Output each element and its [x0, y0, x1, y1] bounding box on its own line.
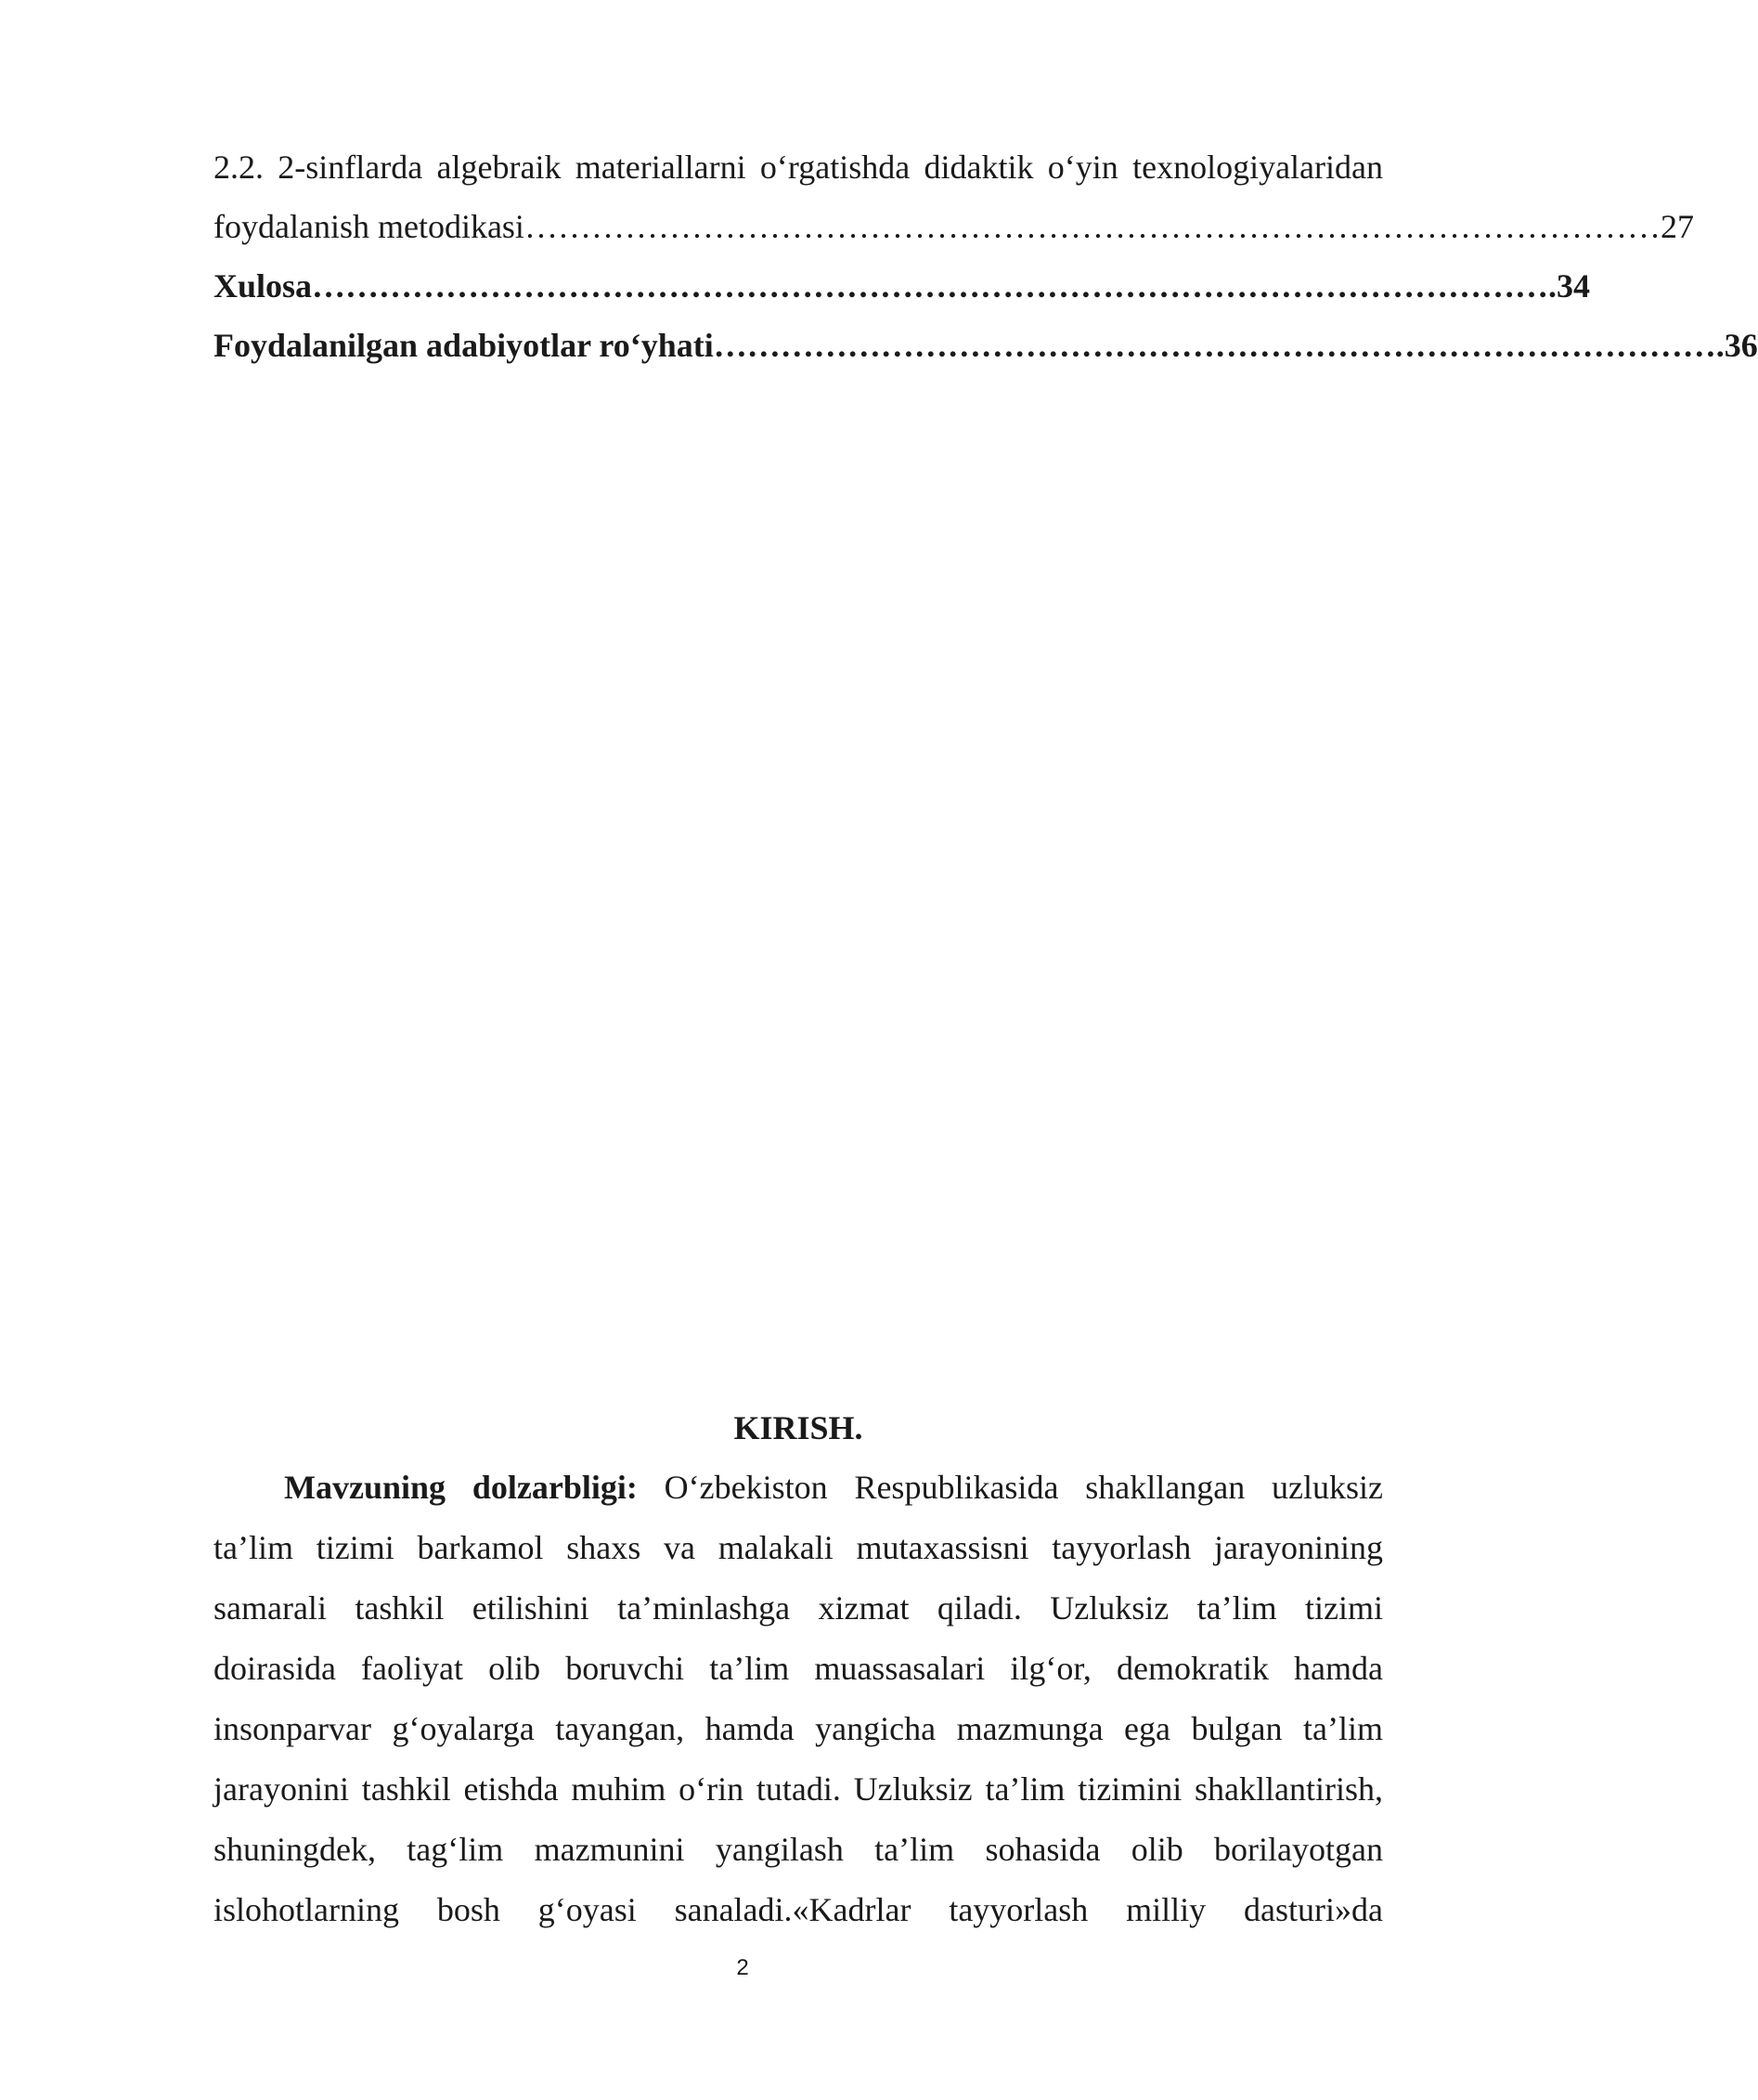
- paragraph-line: ta’lim tizimi barkamol shaxs va malakali mutaxassisni tayyorlash jarayonining: [213, 1529, 1383, 1566]
- paragraph-line: insonparvar g‘oyalarga tayangan, hamda yangicha mazmunga ega bulgan ta’lim: [213, 1710, 1383, 1747]
- paragraph-line: doirasida faoliyat olib boruvchi ta’lim muassasalari ilg‘or, demokratik hamda: [213, 1650, 1383, 1687]
- line-text: O‘zbekiston Respublikasida shakllangan uzluksiz: [637, 1469, 1383, 1506]
- section-heading: KIRISH.: [733, 1409, 863, 1446]
- body-paragraph: [213, 1458, 1383, 1940]
- paragraph-line: samarali tashkil etilishini ta’minlashga xizmat qiladi. Uzluksiz ta’lim tizimi: [213, 1589, 1383, 1627]
- toc-entry-label: Xulosa: [213, 267, 313, 305]
- toc-entry-2-2-line1: 2.2. 2-sinflarda algebraik materiallarni o‘rgatishda didaktik o‘yin texnologiyalaridan: [213, 149, 1383, 186]
- paragraph-line: [213, 1458, 1383, 1518]
- page-number: 2: [736, 1955, 749, 1980]
- toc-page-number: .34: [1548, 267, 1591, 305]
- toc-page-number: 27: [1660, 208, 1694, 245]
- paragraph-line: shuningdek, tag‘lim mazmunini yangilash ta’lim sohasida olib borilayotgan: [213, 1831, 1383, 1868]
- toc-leader-dots: ………………………………………………………………………………: [713, 327, 1716, 364]
- toc-entry-label: Foydalanilgan adabiyotlar ro‘yhati: [213, 327, 714, 364]
- toc-entry-label: foydalanish metodikasi: [213, 208, 524, 245]
- lead-term: Mavzuning dolzarbligi:: [284, 1469, 638, 1506]
- toc-entry-xulosa: [213, 256, 1591, 316]
- toc-leader-dots: …………………………………………………………………………………………………: [312, 267, 1549, 305]
- toc-leader-dots: …………………………………………………………………………………………: [524, 208, 1661, 245]
- toc-entry-2-2-line2: [213, 197, 1694, 256]
- toc-entry-references: [213, 316, 1758, 375]
- table-of-contents: [213, 137, 1758, 375]
- paragraph-line: jarayonini tashkil etishda muhim o‘rin tutadi. Uzluksiz ta’lim tizimini shakllantirish,: [213, 1770, 1383, 1808]
- paragraph-line: islohotlarning bosh g‘oyasi sanaladi.«Kadrlar tayyorlash milliy dasturi»da: [213, 1891, 1383, 1928]
- toc-page-number: .36: [1715, 327, 1758, 364]
